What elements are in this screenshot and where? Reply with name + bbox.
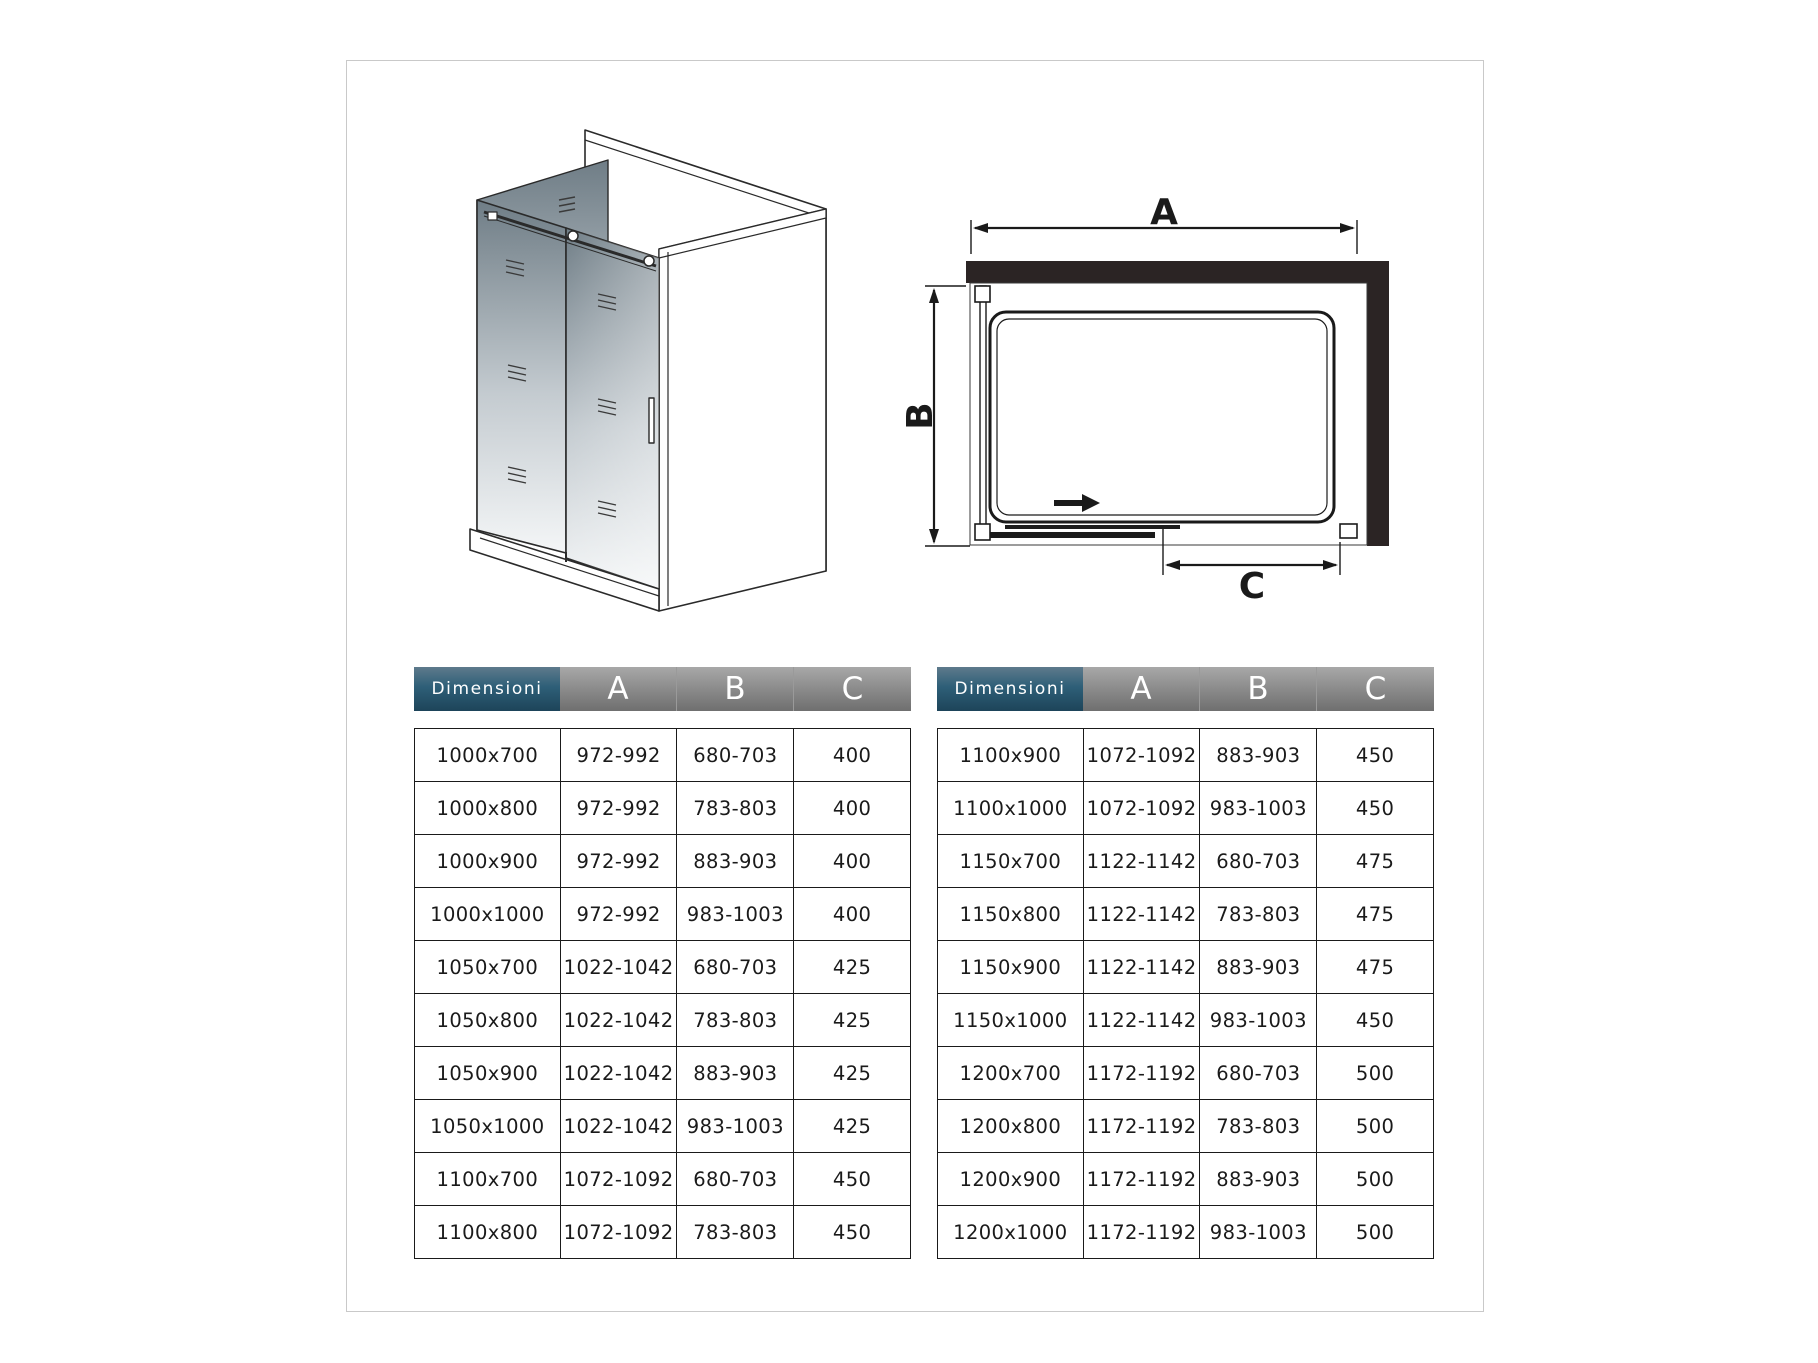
table-row xyxy=(938,1047,1434,1100)
fixed-front-panel xyxy=(477,200,566,553)
c-cell: 450 xyxy=(794,1153,911,1206)
b-cell: 680-703 xyxy=(1200,1047,1317,1100)
c-cell: 475 xyxy=(1317,888,1434,941)
b-cell: 680-703 xyxy=(677,1153,794,1206)
table-header xyxy=(937,667,1434,711)
table-row xyxy=(938,782,1434,835)
b-cell: 983-1003 xyxy=(677,1100,794,1153)
dimension-a-label: A xyxy=(1150,192,1178,233)
b-cell: 680-703 xyxy=(677,941,794,994)
table-row xyxy=(415,1206,911,1259)
dimension-cell: 1100x900 xyxy=(938,729,1084,782)
table-row xyxy=(938,888,1434,941)
shower-enclosure-illustration xyxy=(470,130,826,611)
c-cell: 475 xyxy=(1317,835,1434,888)
a-cell: 1022-1042 xyxy=(561,1100,678,1153)
dimensions-table-right xyxy=(937,667,1434,1259)
a-cell: 972-992 xyxy=(561,835,678,888)
a-cell: 1122-1142 xyxy=(1084,994,1201,1047)
c-cell: 475 xyxy=(1317,941,1434,994)
table-header xyxy=(414,667,911,711)
b-cell: 680-703 xyxy=(677,729,794,782)
dimension-cell: 1150x900 xyxy=(938,941,1084,994)
a-cell: 1122-1142 xyxy=(1084,941,1201,994)
c-cell: 425 xyxy=(794,1047,911,1100)
dimension-cell: 1000x800 xyxy=(415,782,561,835)
a-cell: 1172-1192 xyxy=(1084,1206,1201,1259)
c-cell: 400 xyxy=(794,729,911,782)
header-b: B xyxy=(677,667,794,711)
a-cell: 1172-1192 xyxy=(1084,1047,1201,1100)
c-cell: 500 xyxy=(1317,1047,1434,1100)
header-c: C xyxy=(1317,667,1434,711)
shower-diagrams xyxy=(0,0,1818,640)
b-cell: 783-803 xyxy=(677,1206,794,1259)
dimension-b-label: B xyxy=(900,402,941,430)
table-row xyxy=(938,729,1434,782)
b-cell: 883-903 xyxy=(1200,941,1317,994)
c-cell: 450 xyxy=(1317,994,1434,1047)
dimensions-table-left xyxy=(414,667,911,1259)
dimension-cell: 1200x800 xyxy=(938,1100,1084,1153)
table-row xyxy=(938,994,1434,1047)
header-a: A xyxy=(560,667,677,711)
table-body xyxy=(937,728,1434,1259)
table-row xyxy=(415,888,911,941)
a-cell: 1022-1042 xyxy=(561,941,678,994)
a-cell: 972-992 xyxy=(561,729,678,782)
a-cell: 1172-1192 xyxy=(1084,1100,1201,1153)
c-cell: 425 xyxy=(794,941,911,994)
plan-top-wall xyxy=(966,261,1389,283)
b-cell: 783-803 xyxy=(1200,1100,1317,1153)
table-body xyxy=(414,728,911,1259)
b-cell: 883-903 xyxy=(1200,729,1317,782)
dimension-cell: 1100x800 xyxy=(415,1206,561,1259)
plan-shower-tray xyxy=(990,312,1334,522)
dimension-c-label: C xyxy=(1238,566,1266,607)
dimension-cell: 1050x900 xyxy=(415,1047,561,1100)
header-dimensioni: Dimensioni xyxy=(414,667,560,711)
c-cell: 450 xyxy=(1317,782,1434,835)
header-a: A xyxy=(1083,667,1200,711)
table-row xyxy=(415,1100,911,1153)
table-row xyxy=(415,994,911,1047)
a-cell: 1072-1092 xyxy=(561,1153,678,1206)
b-cell: 883-903 xyxy=(1200,1153,1317,1206)
c-cell: 500 xyxy=(1317,1100,1434,1153)
table-row xyxy=(938,941,1434,994)
a-cell: 1122-1142 xyxy=(1084,835,1201,888)
a-cell: 1072-1092 xyxy=(1084,782,1201,835)
a-cell: 972-992 xyxy=(561,782,678,835)
dimension-cell: 1200x700 xyxy=(938,1047,1084,1100)
table-row xyxy=(415,835,911,888)
slide-direction-arrow-icon xyxy=(1054,494,1100,512)
header-dimensioni: Dimensioni xyxy=(937,667,1083,711)
a-cell: 1072-1092 xyxy=(1084,729,1201,782)
b-cell: 783-803 xyxy=(677,994,794,1047)
c-cell: 450 xyxy=(1317,729,1434,782)
dimension-cell: 1050x1000 xyxy=(415,1100,561,1153)
header-b: B xyxy=(1200,667,1317,711)
table-row xyxy=(415,941,911,994)
dimension-cell: 1050x800 xyxy=(415,994,561,1047)
b-cell: 883-903 xyxy=(677,1047,794,1100)
dimension-cell: 1150x1000 xyxy=(938,994,1084,1047)
b-cell: 883-903 xyxy=(677,835,794,888)
c-cell: 500 xyxy=(1317,1206,1434,1259)
plan-view-diagram xyxy=(900,192,1389,607)
c-cell: 450 xyxy=(794,1206,911,1259)
dimension-cell: 1200x1000 xyxy=(938,1206,1084,1259)
c-cell: 425 xyxy=(794,1100,911,1153)
door-handle xyxy=(649,398,654,443)
table-row xyxy=(415,1047,911,1100)
dimension-cell: 1100x1000 xyxy=(938,782,1084,835)
table-row xyxy=(938,1100,1434,1153)
b-cell: 983-1003 xyxy=(1200,782,1317,835)
plan-right-wall xyxy=(1367,261,1389,546)
b-cell: 783-803 xyxy=(1200,888,1317,941)
table-row xyxy=(938,835,1434,888)
b-cell: 983-1003 xyxy=(1200,1206,1317,1259)
b-cell: 983-1003 xyxy=(1200,994,1317,1047)
a-cell: 1022-1042 xyxy=(561,1047,678,1100)
c-cell: 400 xyxy=(794,888,911,941)
plan-fixed-panel xyxy=(1005,525,1180,529)
b-cell: 983-1003 xyxy=(677,888,794,941)
table-row xyxy=(938,1206,1434,1259)
b-cell: 783-803 xyxy=(677,782,794,835)
a-cell: 1022-1042 xyxy=(561,994,678,1047)
c-cell: 500 xyxy=(1317,1153,1434,1206)
c-cell: 400 xyxy=(794,782,911,835)
dimension-cell: 1000x700 xyxy=(415,729,561,782)
dimension-cell: 1200x900 xyxy=(938,1153,1084,1206)
b-cell: 680-703 xyxy=(1200,835,1317,888)
c-cell: 425 xyxy=(794,994,911,1047)
dimension-cell: 1150x700 xyxy=(938,835,1084,888)
plan-sliding-panel xyxy=(990,532,1155,538)
table-row xyxy=(415,1153,911,1206)
dimension-cell: 1000x900 xyxy=(415,835,561,888)
dimension-cell: 1000x1000 xyxy=(415,888,561,941)
table-row xyxy=(938,1153,1434,1206)
a-cell: 1122-1142 xyxy=(1084,888,1201,941)
a-cell: 1172-1192 xyxy=(1084,1153,1201,1206)
table-row xyxy=(415,729,911,782)
c-cell: 400 xyxy=(794,835,911,888)
table-row xyxy=(415,782,911,835)
header-c: C xyxy=(794,667,911,711)
dimension-cell: 1100x700 xyxy=(415,1153,561,1206)
dimension-cell: 1150x800 xyxy=(938,888,1084,941)
a-cell: 1072-1092 xyxy=(561,1206,678,1259)
side-wall xyxy=(659,209,826,611)
a-cell: 972-992 xyxy=(561,888,678,941)
dimension-cell: 1050x700 xyxy=(415,941,561,994)
